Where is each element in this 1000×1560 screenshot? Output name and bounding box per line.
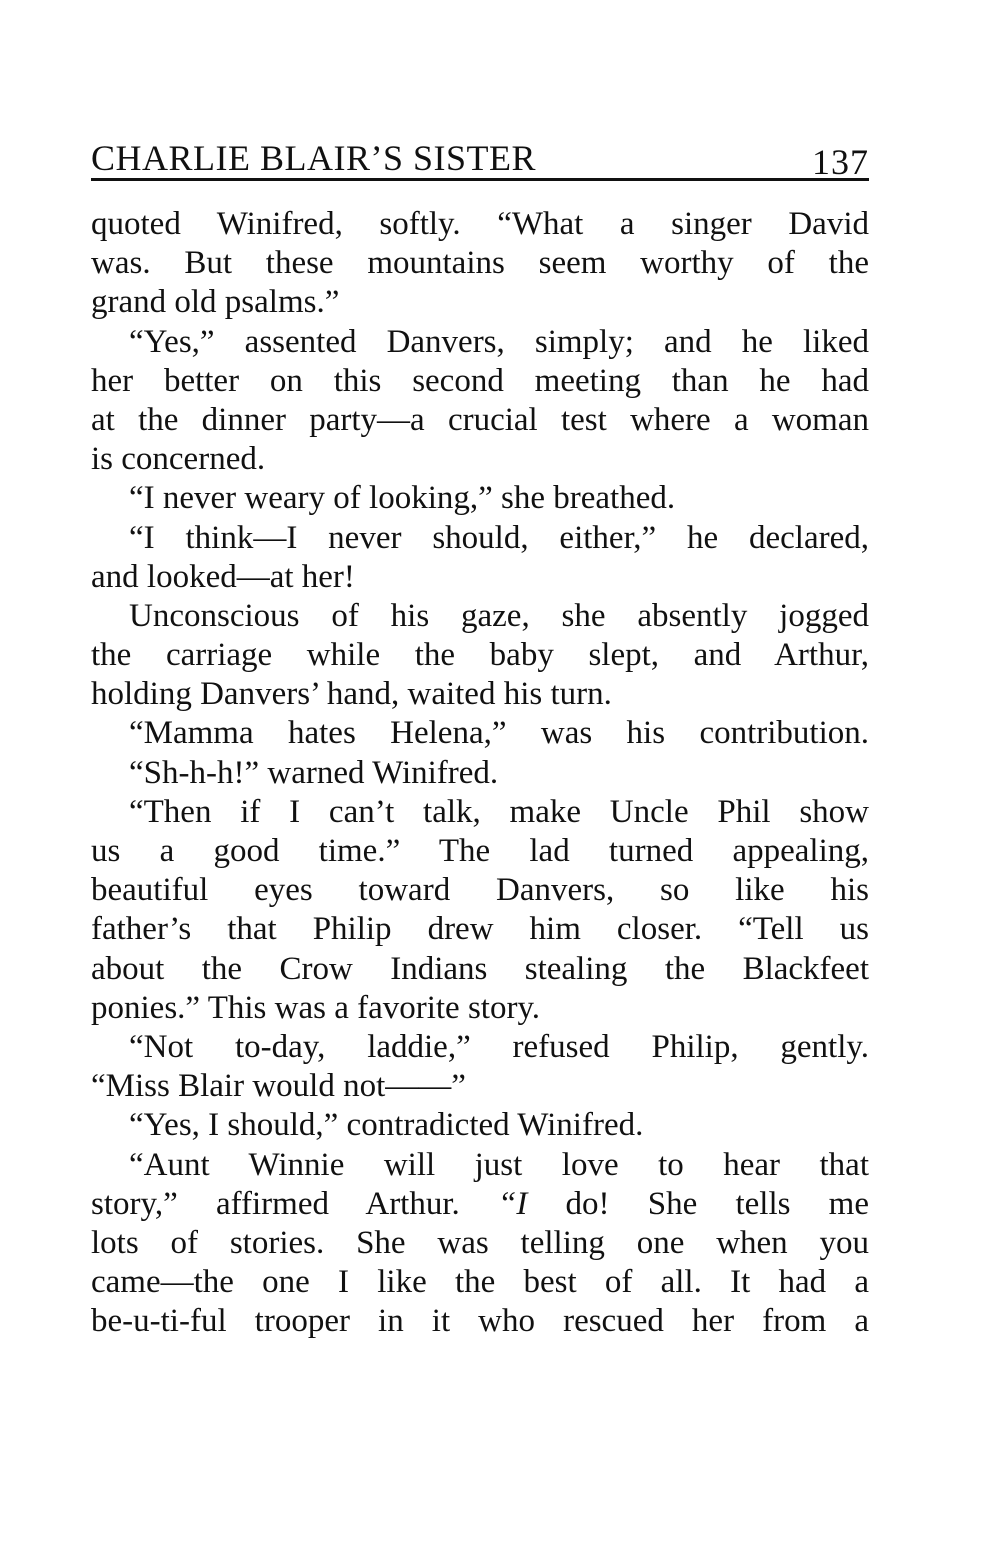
text-line: “I never weary of looking,” she breathed. [129,480,676,517]
text-line: her better on this second meeting than he had [91,362,869,399]
text-line: grand old psalms.” [91,284,340,321]
text-line: “Yes,” assented Danvers, simply; and he liked [129,323,869,360]
text-line: be-u-ti-ful trooper in it who rescued her from a [91,1303,869,1340]
text-line: the carriage while the baby slept, and Arthur, [91,637,869,674]
text-line: “Mamma hates Helena,” was his contribution. [129,715,869,752]
header-rule [91,178,869,181]
text-line: and looked—at her! [91,558,355,595]
running-title: CHARLIE BLAIR’S SISTER [91,138,537,178]
text-line: holding Danvers’ hand, waited his turn. [91,676,612,713]
body-text [91,205,869,1341]
text-line: quoted Winifred, softly. “What a singer David [91,206,869,242]
text-line: about the Crow Indians stealing the Blackfeet [91,950,869,987]
text-line: “Not to-day, laddie,” refused Philip, gently. [129,1028,869,1065]
page-number: 137 [812,142,869,182]
text-line: beautiful eyes toward Danvers, so like his [91,872,869,909]
text-line: “I think—I never should, either,” he declared, [129,519,869,556]
text-line: Unconscious of his gaze, she absently jogged [129,597,869,634]
text-line: “Sh-h-h!” warned Winifred. [129,754,499,791]
text-line: us a good time.” The lad turned appealing, [91,833,869,869]
text-line: father’s that Philip drew him closer. “Tell us [91,911,869,948]
text-line: ponies.” This was a favorite story. [91,989,541,1026]
text-line: lots of stories. She was telling one when you [91,1224,869,1261]
text-line: “Aunt Winnie will just love to hear that [129,1146,869,1183]
text-line: “Miss Blair would not——” [91,1068,466,1105]
text-line: story,” affirmed Arthur. “I do! She tells me [91,1185,869,1222]
text-line: at the dinner party—a crucial test where a woman [91,401,869,438]
text-line: came—the one I like the best of all. It had a [91,1264,869,1301]
text-line: was. But these mountains seem worthy of the [91,245,869,282]
running-head [91,120,869,182]
text-line: is concerned. [91,441,266,478]
emphasis: “I [498,1185,528,1222]
text-line: “Then if I can’t talk, make Uncle Phil show [129,793,869,830]
text-line: “Yes, I should,” contradicted Winifred. [129,1107,644,1144]
book-page [91,120,869,1341]
